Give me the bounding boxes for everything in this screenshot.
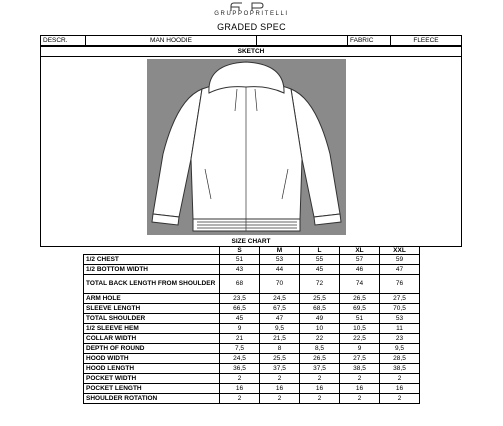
table-row [84, 344, 420, 354]
size-header: XXL [380, 247, 420, 255]
table-row [84, 334, 420, 344]
measurement-value: 24,5 [260, 294, 300, 304]
measurement-value: 76 [380, 275, 420, 294]
measurement-value: 26,5 [300, 354, 340, 364]
measurement-value: 21,5 [260, 334, 300, 344]
measurement-value: 22 [300, 334, 340, 344]
measurement-label: SHOULDER ROTATION [84, 394, 220, 404]
measurement-value: 21 [220, 334, 260, 344]
size-header-row [84, 247, 420, 255]
info-table [40, 35, 462, 46]
measurement-value: 8 [260, 344, 300, 354]
measurement-value: 68,5 [300, 304, 340, 314]
measurement-value: 16 [220, 384, 260, 394]
table-row [84, 255, 420, 265]
sketch-section [40, 46, 462, 247]
measurement-value: 2 [340, 394, 380, 404]
measurement-value: 2 [300, 374, 340, 384]
measurement-value: 47 [380, 265, 420, 275]
measurement-value: 2 [220, 374, 260, 384]
measurement-value: 22,5 [340, 334, 380, 344]
size-chart-table [83, 246, 420, 404]
table-row [84, 324, 420, 334]
hoodie-sketch [147, 59, 346, 235]
measurement-value: 2 [260, 374, 300, 384]
measurement-value: 16 [340, 384, 380, 394]
measurement-value: 70 [260, 275, 300, 294]
table-row [84, 394, 420, 404]
measurement-value: 11 [380, 324, 420, 334]
measurement-value: 49 [300, 314, 340, 324]
table-row [84, 294, 420, 304]
measurement-value: 2 [260, 394, 300, 404]
measurement-value: 16 [300, 384, 340, 394]
table-row [84, 275, 420, 294]
fabric-value: FLEECE [391, 36, 462, 46]
measurement-value: 59 [380, 255, 420, 265]
measurement-label: 1/2 BOTTOM WIDTH [84, 265, 220, 275]
table-row [84, 304, 420, 314]
sketch-title: SKETCH [41, 47, 461, 57]
measurement-value: 7,5 [220, 344, 260, 354]
measurement-label: SLEEVE LENGTH [84, 304, 220, 314]
measurement-value: 9 [220, 324, 260, 334]
measurement-value: 2 [340, 374, 380, 384]
measurement-label: DEPTH OF ROUND [84, 344, 220, 354]
measurement-label: TOTAL SHOULDER [84, 314, 220, 324]
measurement-value: 9,5 [260, 324, 300, 334]
table-row [84, 354, 420, 364]
hoodie-icon [147, 59, 346, 235]
measurement-value: 16 [260, 384, 300, 394]
fabric-label: FABRIC [348, 36, 391, 46]
measurement-value: 45 [300, 265, 340, 275]
measurement-value: 10,5 [340, 324, 380, 334]
measurement-value: 23,5 [220, 294, 260, 304]
measurement-value: 66,5 [220, 304, 260, 314]
measurement-value: 53 [260, 255, 300, 265]
measurement-value: 25,5 [260, 354, 300, 364]
measurement-value: 72 [300, 275, 340, 294]
measurement-value: 51 [340, 314, 380, 324]
measurement-value: 69,5 [340, 304, 380, 314]
measurement-value: 9 [340, 344, 380, 354]
size-header: L [300, 247, 340, 255]
brand-name: GRUPPOPRITELLI [214, 11, 289, 17]
page-title: GRADED SPEC [217, 22, 286, 32]
descr-label: DESCR. [41, 36, 86, 46]
measurement-value: 37,5 [260, 364, 300, 374]
measurement-label: POCKET LENGTH [84, 384, 220, 394]
table-row [84, 374, 420, 384]
measurement-value: 68 [220, 275, 260, 294]
measurement-value: 16 [380, 384, 420, 394]
measurement-value: 2 [380, 374, 420, 384]
measurement-value: 43 [220, 265, 260, 275]
table-row [84, 314, 420, 324]
measurement-value: 28,5 [380, 354, 420, 364]
size-header: S [220, 247, 260, 255]
measurement-value: 23 [380, 334, 420, 344]
measurement-value: 53 [380, 314, 420, 324]
measurement-value: 10 [300, 324, 340, 334]
measurement-value: 38,5 [380, 364, 420, 374]
size-header: XL [340, 247, 380, 255]
measurement-label: 1/2 SLEEVE HEM [84, 324, 220, 334]
measurement-value: 47 [260, 314, 300, 324]
measurement-label: HOOD WIDTH [84, 354, 220, 364]
measurement-value: 8,5 [300, 344, 340, 354]
measurement-label: HOOD LENGTH [84, 364, 220, 374]
measurement-value: 9,5 [380, 344, 420, 354]
measurement-value: 27,5 [340, 354, 380, 364]
measurement-label: COLLAR WIDTH [84, 334, 220, 344]
measurement-value: 2 [300, 394, 340, 404]
table-row [84, 364, 420, 374]
descr-value: MAN HOODIE [86, 36, 257, 46]
measurement-value: 55 [300, 255, 340, 265]
measurement-label: 1/2 CHEST [84, 255, 220, 265]
measurement-value: 67,5 [260, 304, 300, 314]
measurement-value: 74 [340, 275, 380, 294]
measurement-value: 25,5 [300, 294, 340, 304]
measurement-label: TOTAL BACK LENGTH FROM SHOULDER [84, 275, 220, 294]
measurement-value: 24,5 [220, 354, 260, 364]
table-row [84, 384, 420, 394]
measurement-label: ARM HOLE [84, 294, 220, 304]
size-chart-title: SIZE CHART [231, 238, 271, 245]
measurement-value: 38,5 [340, 364, 380, 374]
measurement-value: 44 [260, 265, 300, 275]
measurement-value: 2 [380, 394, 420, 404]
measurement-value: 57 [340, 255, 380, 265]
measurement-value: 51 [220, 255, 260, 265]
measurement-value: 37,5 [300, 364, 340, 374]
measurement-value: 26,5 [340, 294, 380, 304]
size-header: M [260, 247, 300, 255]
measurement-value: 27,5 [380, 294, 420, 304]
brand-logo [0, 0, 503, 22]
measurement-label: POCKET WIDTH [84, 374, 220, 384]
table-row [84, 265, 420, 275]
measurement-value: 2 [220, 394, 260, 404]
measurement-value: 70,5 [380, 304, 420, 314]
measurement-value: 46 [340, 265, 380, 275]
measurement-value: 45 [220, 314, 260, 324]
measurement-value: 36,5 [220, 364, 260, 374]
